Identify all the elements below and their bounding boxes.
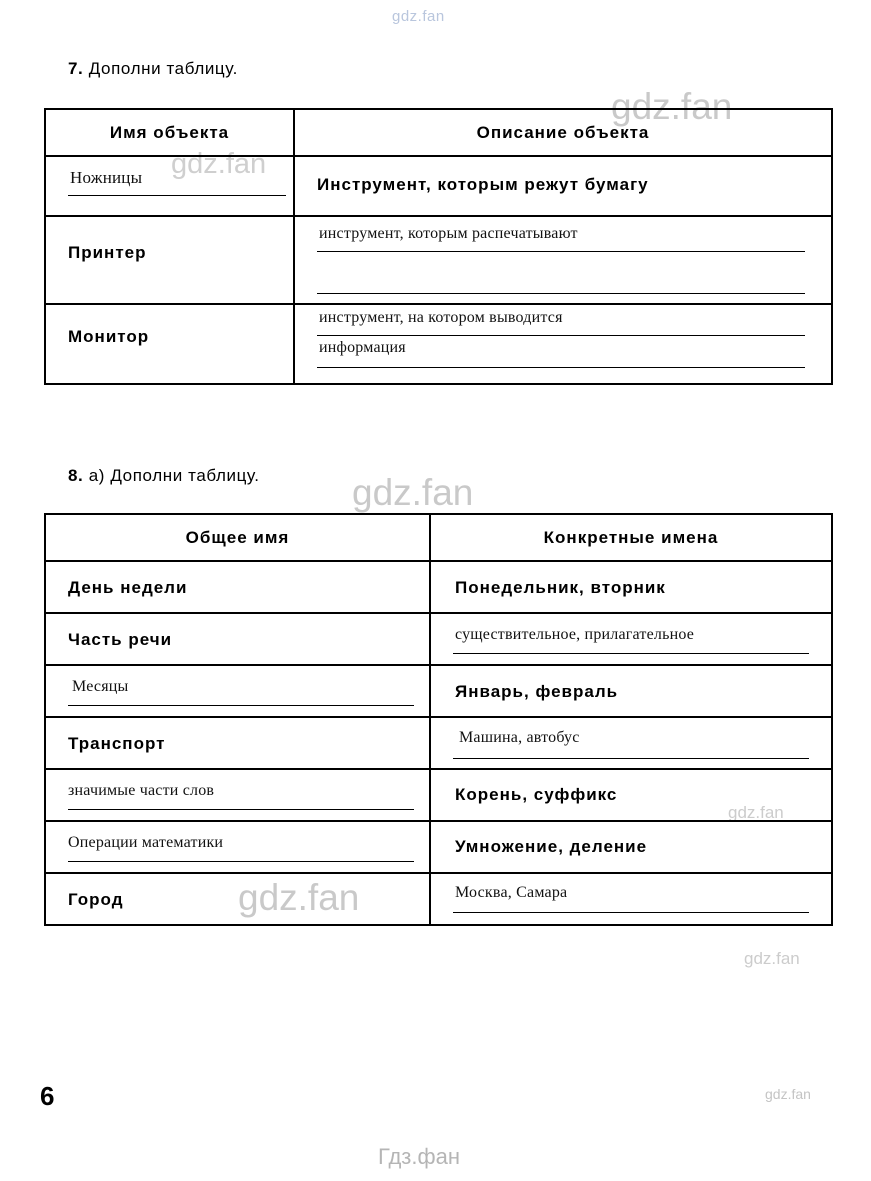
task-8-number: 8. — [68, 466, 84, 485]
table-8-cell-specific-3 — [430, 665, 832, 717]
answer-rule — [68, 861, 414, 862]
watermark-small-1: gdz.fan — [728, 803, 784, 822]
table-8-cell-general-1 — [45, 561, 430, 613]
table-row — [45, 216, 832, 304]
table-8-header-specific: Конкретные имена — [430, 514, 832, 561]
watermark-large-3: gdz.fan — [238, 877, 360, 918]
table-8-cell-general-6[interactable] — [45, 821, 430, 873]
printed-text-city: Город — [68, 890, 124, 909]
table-row — [45, 717, 832, 769]
answer-rule — [453, 758, 809, 759]
printed-text-transport: Транспорт — [68, 734, 166, 753]
printed-text-monitor: Монитор — [68, 327, 150, 346]
table-row — [45, 769, 832, 821]
table-header-row — [45, 514, 832, 561]
printed-text-part-of-speech: Часть речи — [68, 630, 173, 649]
table-8-cell-specific-2[interactable] — [430, 613, 832, 665]
answer-text-monitor-description-line2: информация — [319, 339, 406, 356]
printed-text-multiplication-division: Умножение, деление — [455, 837, 648, 856]
table-row — [45, 665, 832, 717]
printed-text-day-of-week: День недели — [68, 578, 188, 597]
watermark-small-2: gdz.fan — [744, 949, 800, 968]
printed-text-root-suffix: Корень, суффикс — [455, 785, 618, 804]
printed-text-january-february: Январь, февраль — [455, 682, 619, 701]
task-7-table — [44, 108, 833, 385]
watermark-footer: Гдз.фан — [378, 1144, 460, 1169]
answer-text-math-operations: Операции математики — [68, 834, 224, 851]
table-header-row — [45, 109, 832, 156]
watermark-small-3: gdz.fan — [765, 1086, 811, 1102]
table-row — [45, 821, 832, 873]
table-8-cell-specific-7[interactable] — [430, 873, 832, 925]
watermark-top: gdz.fan — [392, 8, 445, 25]
table-7-cell-description-2[interactable] — [294, 216, 832, 304]
task-8-heading — [68, 466, 260, 486]
table-row — [45, 156, 832, 216]
table-7-cell-name-3 — [45, 304, 294, 384]
answer-text-printer-description: инструмент, которым распечатывают — [319, 225, 578, 242]
task-8-title: а) Дополни таблицу. — [88, 466, 260, 485]
answer-text-monitor-description-line1: инструмент, на котором выводится — [319, 309, 563, 326]
answer-text-car-bus: Машина, автобус — [459, 729, 580, 746]
task-7-number: 7. — [68, 59, 84, 78]
table-row — [45, 613, 832, 665]
table-7-cell-description-3[interactable] — [294, 304, 832, 384]
printed-text-printer: Принтер — [68, 243, 147, 262]
answer-rule — [68, 705, 414, 706]
watermark-medium-1: gdz.fan — [171, 148, 267, 180]
table-row — [45, 873, 832, 925]
table-7-cell-name-2 — [45, 216, 294, 304]
table-row — [45, 304, 832, 384]
table-8-cell-specific-4[interactable] — [430, 717, 832, 769]
answer-rule — [317, 251, 805, 252]
answer-rule — [317, 335, 805, 336]
watermark-large-2: gdz.fan — [352, 472, 474, 513]
table-8-cell-general-4 — [45, 717, 430, 769]
answer-text-nozhnitsy: Ножницы — [70, 168, 143, 187]
answer-text-moscow-samara: Москва, Самара — [455, 884, 568, 901]
answer-rule — [453, 912, 809, 913]
table-8-cell-general-5[interactable] — [45, 769, 430, 821]
table-7-header-name: Имя объекта — [45, 109, 294, 156]
table-8-cell-specific-1 — [430, 561, 832, 613]
table-row — [45, 561, 832, 613]
table-7-cell-description-1 — [294, 156, 832, 216]
answer-rule — [68, 809, 414, 810]
table-8-cell-general-2 — [45, 613, 430, 665]
table-8-cell-specific-5 — [430, 769, 832, 821]
table-8-cell-specific-6 — [430, 821, 832, 873]
answer-text-word-parts: значимые части слов — [68, 782, 215, 799]
answer-rule — [68, 195, 286, 196]
table-8-cell-general-7 — [45, 873, 430, 925]
task-8-table — [44, 513, 833, 926]
table-8-cell-general-3[interactable] — [45, 665, 430, 717]
table-8-header-general: Общее имя — [45, 514, 430, 561]
task-7-heading — [68, 59, 238, 79]
answer-rule — [317, 367, 805, 368]
table-7-header-description: Описание объекта — [294, 109, 832, 156]
answer-rule — [453, 653, 809, 654]
answer-text-months: Месяцы — [72, 678, 129, 695]
printed-text-description-1: Инструмент, которым режут бумагу — [317, 175, 649, 194]
task-7-title: Дополни таблицу. — [88, 59, 238, 78]
page-number: 6 — [40, 1081, 55, 1111]
answer-rule — [317, 293, 805, 294]
printed-text-monday-tuesday: Понедельник, вторник — [455, 578, 666, 597]
watermark-large-1: gdz.fan — [611, 86, 733, 127]
table-7-cell-name-1[interactable] — [45, 156, 294, 216]
answer-text-noun-adjective: существительное, прилагательное — [455, 626, 695, 643]
